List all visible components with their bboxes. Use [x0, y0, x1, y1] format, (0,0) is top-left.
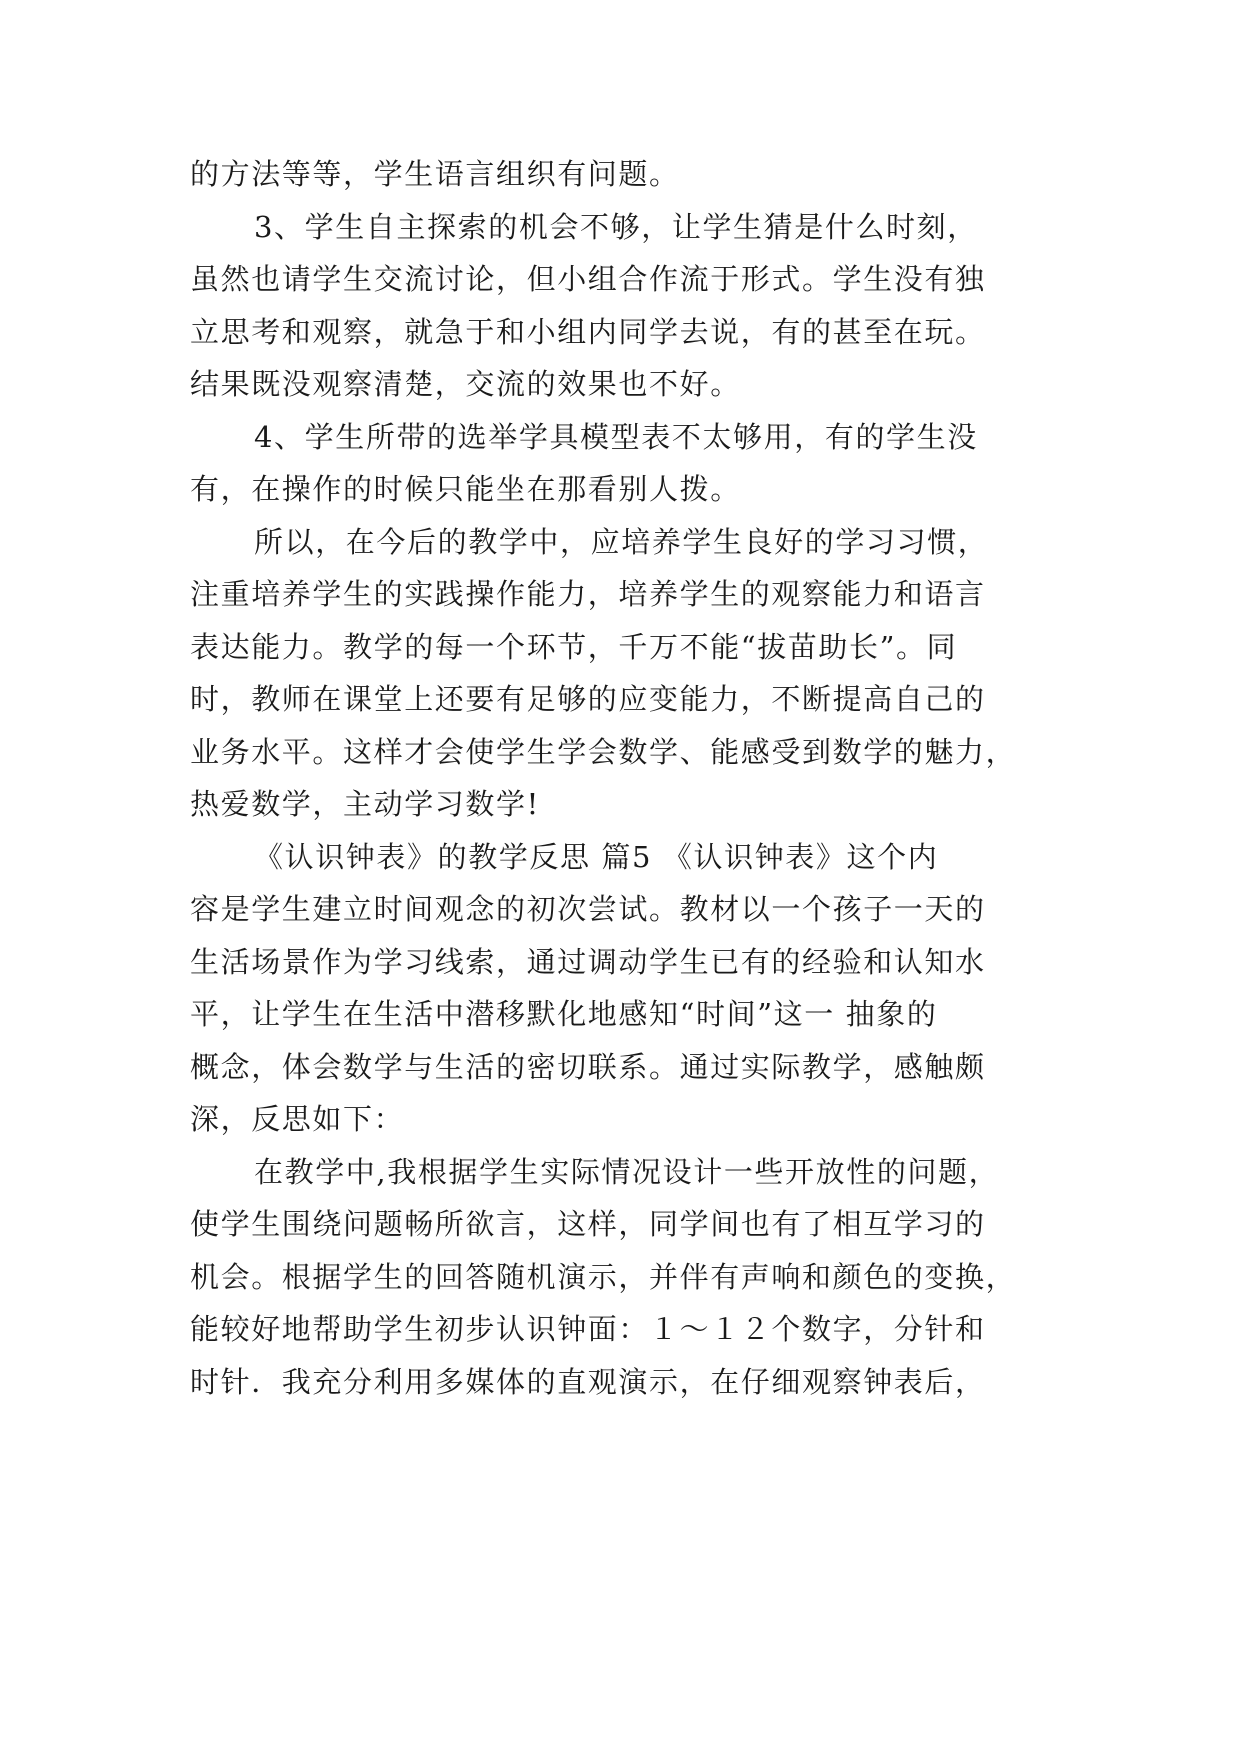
text-line: 立思考和观察，就急于和小组内同学去说，有的甚至在玩。	[190, 314, 986, 349]
text-line: 机会。根据学生的回答随机演示，并伴有声响和颜色的变换，	[190, 1259, 1017, 1294]
text-line: 在教学中,我根据学生实际情况设计一些开放性的问题，	[254, 1154, 1000, 1189]
text-line: 有，在操作的时候只能坐在那看别人拨。	[190, 472, 741, 506]
text-line: 容是学生建立时间观念的初次尝试。教材以一个孩子一天的	[190, 892, 986, 926]
text-line: 使学生围绕问题畅所欲言，这样，同学间也有了相互学习的	[190, 1207, 986, 1241]
text-line: 结果既没观察清楚，交流的效果也不好。	[190, 367, 741, 401]
body-text	[190, 148, 1070, 1408]
text-line: 时针．我充分利用多媒体的直观演示，在仔细观察钟表后，	[190, 1364, 986, 1399]
text-line: 注重培养学生的实践操作能力，培养学生的观察能力和语言	[190, 577, 986, 611]
text-line: 所以，在今后的教学中，应培养学生良好的学习习惯，	[254, 524, 989, 559]
text-line: 深，反思如下：	[190, 1102, 405, 1136]
text-line: 虽然也请学生交流讨论，但小组合作流于形式。学生没有独	[190, 262, 986, 296]
text-line: 概念，体会数学与生活的密切联系。通过实际教学，感触颇	[190, 1049, 986, 1084]
text-line: 4、学生所带的选举学具模型表不太够用，有的学生没	[254, 419, 978, 454]
text-line: 的方法等等，学生语言组织有问题。	[190, 157, 680, 191]
text-line: 表达能力。教学的每一个环节，千万不能“拔苗助长”。同	[190, 629, 958, 664]
text-line: 3、学生自主探索的机会不够，让学生猜是什么时刻，	[254, 209, 978, 244]
text-line: 业务水平。这样才会使学生学会数学、能感受到数学的魅力，	[190, 734, 1017, 769]
text-line: 时，教师在课堂上还要有足够的应变能力，不断提高自己的	[190, 682, 986, 716]
text-line: 生活场景作为学习线索，通过调动学生已有的经验和认知水	[190, 944, 986, 979]
section-heading-line: 《认识钟表》的教学反思 篇5 《认识钟表》这个内	[254, 839, 939, 874]
text-line: 能较好地帮助学生初步认识钟面：１～１２个数字，分针和	[190, 1312, 986, 1346]
text-line: 热爱数学，主动学习数学!	[190, 787, 540, 821]
text-line: 平，让学生在生活中潜移默化地感知“时间”这一 抽象的	[190, 997, 938, 1031]
